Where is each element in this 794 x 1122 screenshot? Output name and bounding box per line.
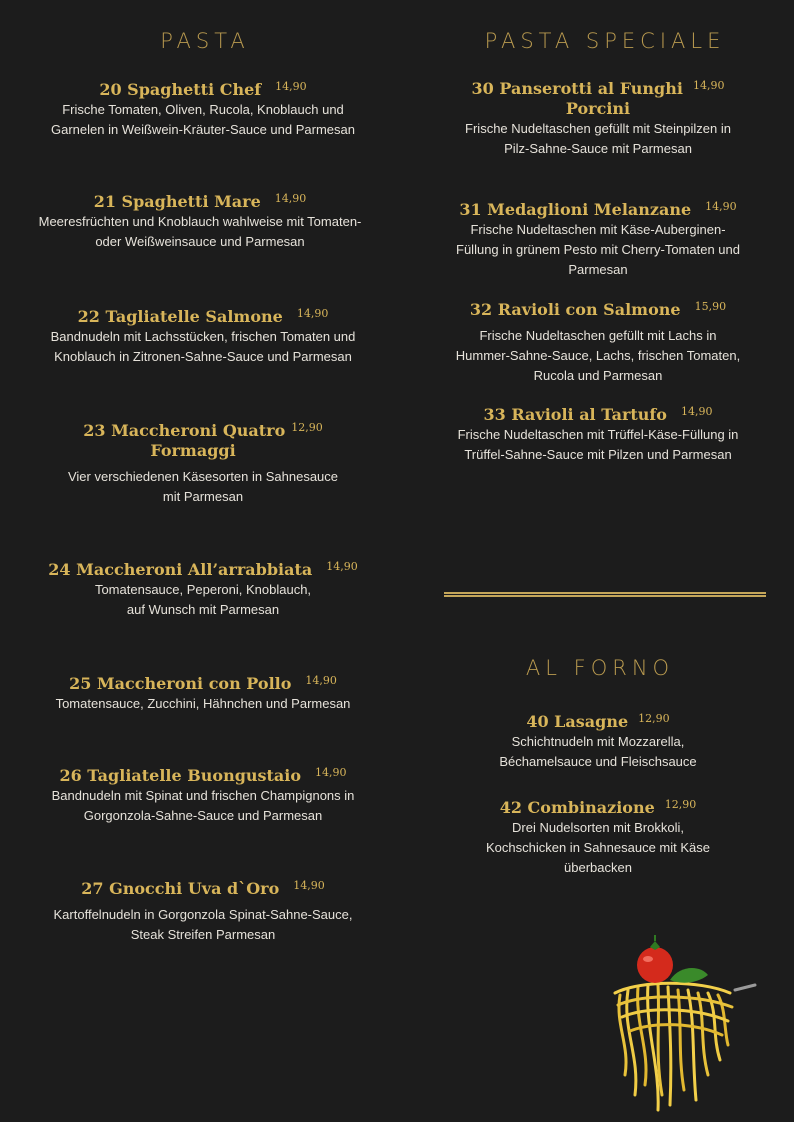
item-price: 14,90 bbox=[315, 766, 347, 779]
item-price: 14,90 bbox=[296, 307, 329, 320]
section-divider bbox=[444, 592, 766, 597]
item-price: 14,90 bbox=[705, 200, 737, 213]
item-description: Tomatensauce, Peperoni, Knoblauch, auf Wunsch mit Parmesan bbox=[94, 582, 312, 617]
item-price: 12,90 bbox=[638, 712, 670, 725]
item-description: Tomatensauce, Zucchini, Hähnchen und Parmesan bbox=[55, 696, 351, 711]
item-name: 22 Tagliatelle Salmone bbox=[77, 307, 283, 326]
item-price: 14,90 bbox=[692, 79, 725, 92]
menu-item-42 bbox=[440, 798, 756, 878]
menu-item-27 bbox=[10, 879, 396, 945]
item-price: 15,90 bbox=[694, 300, 727, 313]
item-name: 27 Gnocchi Uva d`Oro bbox=[81, 879, 280, 898]
item-description: Bandnudeln mit Lachsstücken, frischen Tomaten und Knoblauch in Zitronen-Sahne-Sauce und Parmesan bbox=[50, 329, 356, 364]
section-title-pasta-speciale: PASTA SPECIALE bbox=[484, 29, 726, 53]
item-description: Bandnudeln mit Spinat und frischen Champignons in Gorgonzola-Sahne-Sauce und Parmesan bbox=[51, 788, 355, 823]
item-description: Drei Nudelsorten mit Brokkoli, Kochschicken in Sahnesauce mit Käse überbacken bbox=[485, 820, 710, 875]
item-description: Vier verschiedenen Käsesorten in Sahnesauce mit Parmesan bbox=[67, 469, 339, 504]
item-price: 14,90 bbox=[326, 560, 358, 573]
menu-item-40 bbox=[440, 712, 756, 772]
item-price: 14,90 bbox=[293, 879, 325, 892]
item-description: Frische Nudeltaschen gefüllt mit Steinpilzen in Pilz-Sahne-Sauce mit Parmesan bbox=[465, 121, 731, 156]
menu-item-26 bbox=[10, 766, 396, 826]
menu-item-20 bbox=[10, 80, 396, 140]
item-description: Frische Tomaten, Oliven, Rucola, Knoblauch und Garnelen in Weißwein-Kräuter-Sauce und Parmesan bbox=[51, 102, 355, 137]
menu-item-21 bbox=[4, 192, 396, 252]
item-name: 40 Lasagne bbox=[526, 712, 629, 731]
item-name-line2: Porcini bbox=[565, 99, 631, 118]
item-name: 33 Ravioli al Tartufo bbox=[483, 405, 667, 424]
item-price: 14,90 bbox=[680, 405, 713, 418]
item-description: Kartoffelnudeln in Gorgonzola Spinat-Sahne-Sauce, Steak Streifen Parmesan bbox=[53, 907, 353, 942]
item-name: 30 Panserotti al Funghi bbox=[471, 79, 683, 98]
item-name-line2: Formaggi bbox=[150, 441, 236, 460]
menu-item-22 bbox=[10, 307, 396, 367]
menu-item-25 bbox=[10, 674, 396, 714]
item-description: Frische Nudeltaschen gefüllt mit Lachs in Hummer-Sahne-Sauce, Lachs, frischen Tomaten, Rucola und Parmesan bbox=[455, 328, 741, 383]
section-title-al-forno: AL FORNO bbox=[525, 656, 675, 680]
item-description: Schichtnudeln mit Mozzarella, Béchamelsauce und Fleischsauce bbox=[499, 734, 697, 769]
item-price: 12,90 bbox=[664, 798, 697, 811]
item-name: 25 Maccheroni con Pollo bbox=[69, 674, 292, 693]
item-name: 23 Maccheroni Quatro bbox=[83, 421, 286, 440]
menu-item-33 bbox=[420, 405, 776, 465]
item-name: 21 Spaghetti Mare bbox=[93, 192, 261, 211]
item-name: 26 Tagliatelle Buongustaio bbox=[59, 766, 302, 785]
section-title-pasta: PASTA bbox=[160, 29, 250, 53]
item-name: 32 Ravioli con Salmone bbox=[469, 300, 681, 319]
item-name: 24 Maccheroni All’arrabbiata bbox=[48, 560, 313, 579]
item-price: 14,90 bbox=[305, 674, 337, 687]
item-description: Frische Nudeltaschen mit Trüffel-Käse-Füllung in Trüffel-Sahne-Sauce mit Pilzen und Parmesan bbox=[457, 427, 739, 462]
item-description: Meeresfrüchten und Knoblauch wahlweise mit Tomaten- oder Weißweinsauce und Parmesan bbox=[38, 214, 362, 249]
menu-item-32 bbox=[420, 300, 776, 386]
item-name: 20 Spaghetti Chef bbox=[99, 80, 262, 99]
item-price: 14,90 bbox=[275, 80, 307, 93]
item-description: Frische Nudeltaschen mit Käse-Auberginen- Füllung in grünem Pesto mit Cherry-Tomaten und Parmesan bbox=[456, 222, 740, 277]
item-price: 12,90 bbox=[291, 421, 323, 434]
spaghetti-fork-image bbox=[600, 935, 760, 1115]
menu-item-23 bbox=[10, 421, 396, 507]
menu-item-31 bbox=[420, 200, 776, 280]
item-name: 31 Medaglioni Melanzane bbox=[459, 200, 692, 219]
menu-item-30 bbox=[420, 79, 776, 159]
menu-item-24 bbox=[10, 560, 396, 620]
item-price: 14,90 bbox=[274, 192, 307, 205]
item-name: 42 Combinazione bbox=[499, 798, 655, 817]
